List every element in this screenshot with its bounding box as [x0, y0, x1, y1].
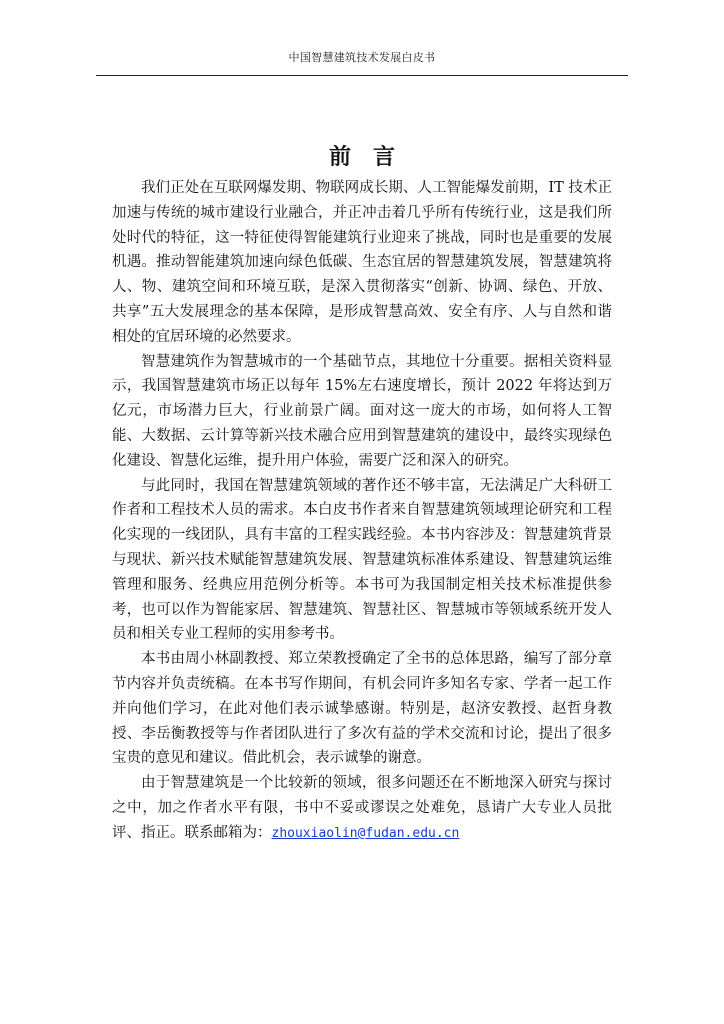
contact-email-link[interactable]: zhouxiaolin@fudan.edu.cn — [271, 825, 460, 841]
paragraph-5 — [112, 771, 612, 846]
paragraph-5-text: 由于智慧建筑是一个比较新的领域，很多问题还在不断地深入研究与探讨之中，加之作者水平有限，书中不妥或谬误之处难免，恳请广大专业人员批评、指正。联系邮箱为： — [112, 775, 612, 841]
paragraph-3: 与此同时，我国在智慧建筑领域的著作还不够丰富，无法满足广大科研工作者和工程技术人员的需求。本白皮书作者来自智慧建筑领域理论研究和工程化实现的一线团队，具有丰富的工程实践经验。本书内容涉及：智慧建筑背景与现状、新兴技术赋能智慧建筑发展、智慧建筑标准体系建设、智慧建筑运维管理和服务、经典应用范例分析等。本书可为我国制定相关技术标准提供参考，也可以作为智能家居、智慧建筑、智慧社区、智慧城市等领域系统开发人员和相关专业工程师的实用参考书。 — [112, 477, 612, 643]
paragraph-1: 我们正处在互联网爆发期、物联网成长期、人工智能爆发前期，IT 技术正加速与传统的城市建设行业融合，并正冲击着几乎所有传统行业，这是我们所处时代的特征，这一特征使得智能建筑行业迎来了挑战，同时也是重要的发展机遇。推动智能建筑加速向绿色低碳、生态宜居的智慧建筑发展，智慧建筑将人、物、建筑空间和环境互联，是深入贯彻落实“创新、协调、绿色、开放、共享”五大发展理念的基本保障，是形成智慧高效、安全有序、人与自然和谐相处的宜居环境的必然要求。 — [112, 180, 612, 345]
page-title: 前言 — [328, 144, 417, 170]
paragraph-4: 本书由周小林副教授、郑立荣教授确定了全书的总体思路，编写了部分章节内容并负责统稿。在本书写作期间，有机会同许多知名专家、学者一起工作并向他们学习，在此对他们表示诚挚感谢。特别是，赵济安教授、赵哲身教授、李岳衡教授等与作者团队进行了多次有益的学术交流和讨论，提出了很多宝贵的意见和建议。借此机会，表示诚挚的谢意。 — [112, 651, 612, 767]
preface-body — [112, 176, 612, 847]
paragraph-2: 智慧建筑作为智慧城市的一个基础节点，其地位十分重要。据相关资料显示，我国智慧建筑市场正以每年 15%左右速度增长，预计 2022 年将达到万亿元，市场潜力巨大，行业前景广阔。面对这一庞大的市场，如何将人工智能、大数据、云计算等新兴技术融合应用到智慧建筑的建设中，最终实现绿色化建设、智慧化运维，提升用户体验，需要广泛和深入的研究。 — [112, 353, 612, 469]
running-header: 中国智慧建筑技术发展白皮书 — [96, 49, 628, 76]
